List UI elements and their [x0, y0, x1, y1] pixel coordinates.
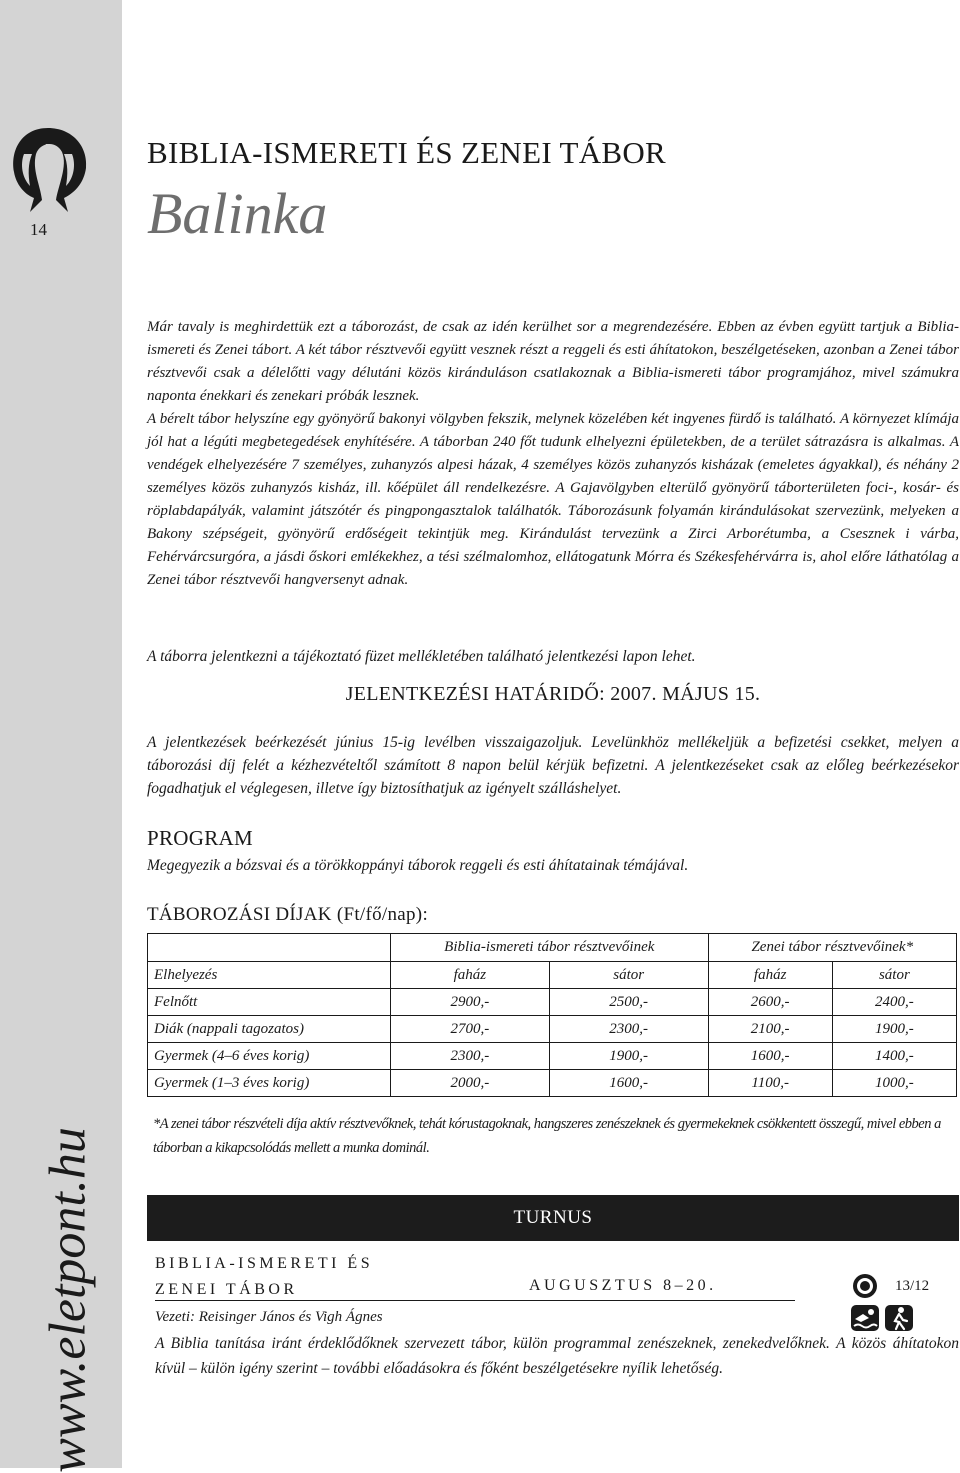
- table-row: [148, 1016, 957, 1043]
- place-name: Balinka: [147, 181, 328, 246]
- table-cell: 1900,-: [549, 1043, 708, 1070]
- table-cell: 2400,-: [832, 989, 956, 1016]
- table-cell: 1400,-: [832, 1043, 956, 1070]
- table-header-cell: sátor: [832, 962, 956, 989]
- table-cell: Felnőtt: [148, 989, 391, 1016]
- table-header-cell: sátor: [549, 962, 708, 989]
- fees-heading: TÁBOROZÁSI DÍJAK (Ft/fő/nap):: [147, 904, 429, 925]
- fees-table: [147, 933, 957, 1097]
- table-header-cell: faház: [391, 962, 550, 989]
- sun-icon: [851, 1273, 879, 1299]
- table-subheader-row: [148, 962, 957, 989]
- table-group-header-row: [148, 934, 957, 962]
- camp-name-line: ZENEI TÁBOR: [155, 1281, 298, 1298]
- table-group-header: Zenei tábor résztvevőinek*: [708, 934, 956, 962]
- table-cell: 1600,-: [549, 1070, 708, 1097]
- turnus-heading: TURNUS: [147, 1195, 959, 1241]
- camp-leader: Vezeti: Reisinger János és Vigh Ágnes: [155, 1309, 383, 1325]
- page-number: 14: [30, 220, 47, 239]
- table-cell: [148, 934, 391, 962]
- table-row: [148, 1070, 957, 1097]
- table-group-header: Biblia-ismereti tábor résztvevőinek: [391, 934, 709, 962]
- divider: [155, 1300, 795, 1301]
- website-url: www.eletpont.hu: [39, 1127, 97, 1473]
- hiking-icon: [885, 1305, 913, 1331]
- table-cell: Gyermek (4–6 éves korig): [148, 1043, 391, 1070]
- activity-icons: [849, 1303, 917, 1333]
- table-cell: Diák (nappali tagozatos): [148, 1016, 391, 1043]
- camp-name-line: BIBLIA-ISMERETI ÉS: [155, 1255, 374, 1272]
- table-cell: 2000,-: [391, 1070, 550, 1097]
- camp-dates: AUGUSZTUS 8–20.: [529, 1277, 717, 1294]
- table-cell: 1900,-: [832, 1016, 956, 1043]
- organization-logo-icon: [6, 124, 90, 216]
- table-header-cell: faház: [708, 962, 832, 989]
- table-cell: 2500,-: [549, 989, 708, 1016]
- apply-text: A táborra jelentkezni a tájékoztató füzet mellékletében található jelentkezési lapon lehet.: [147, 648, 696, 665]
- program-heading: PROGRAM: [147, 826, 253, 850]
- intro-paragraph: Már tavaly is meghirdettük ezt a táborozást, de csak az idén kerülhet sor a megrendezésére. Ebben az évben együtt tartjuk a Biblia-ismereti és Zenei tábort. A két tábor résztvevői együtt vesznek részt a reggeli és esti áhítatokon, beszélgetéseken, azonban a Zenei tábor résztvevői csak a délelőtti vagy délutáni közös kiránduláson csatlakoznak a Biblia-ismereti tábor programjához, mivel számukra naponta énekkari és zenekari próbák lesznek.: [147, 319, 959, 404]
- table-cell: Gyermek (1–3 éves korig): [148, 1070, 391, 1097]
- table-cell: 2300,-: [391, 1043, 550, 1070]
- table-cell: 2600,-: [708, 989, 832, 1016]
- page-title: BIBLIA-ISMERETI ÉS ZENEI TÁBOR: [147, 135, 667, 170]
- page-sidebar: [0, 0, 122, 1473]
- table-row: [148, 989, 957, 1016]
- camp-name: [155, 1251, 373, 1303]
- confirm-text: A jelentkezések beérkezését június 15-ig levélben visszaigazoljuk. Levelünkhöz mellékeljük a befizetési csekket, melyen a táborozási díj felét a kézhezvételtől számított 8 napon belül kérjük befizetni. A jelentkezéseket csak az előleg beérkezésekor fogadhatjuk el véglegesen, illetve így biztosíthatjuk az igényelt szálláshelyet.: [147, 734, 959, 797]
- location-paragraph: A bérelt tábor helyszíne egy gyönyörű bakonyi völgyben fekszik, melynek közelében két ingyenes fürdő is található. A környezet klímája jól hat a légúti megbetegedések enyhítésére. A táborban 240 főt tudunk elhelyezni épületekben, de a terület sátrazásra is alkalmas. A vendégek elhelyezésére 7 személyes, zuhanyzós alpesi házak, 4 személyes közös zuhanyzós kisházak (emeletes ágyakkal), és néhány 2 személyes közös zuhanyzós kisház, ill. kőépület áll rendelkezésre. A Gajavölgyben elterülő gyönyörű táborterületen foci-, kosár- és röplabdapályák, valamint játszótér és pingpongasztalok találhatók. Táborozásunk folyamán kirándulásokat szervezünk, melyeken a Bakony szépségeit, gyönyörű erdőségeit tekintjük meg. Kirándulást tervezünk a Zirci Arborétumba, a Csesznek i várba, Fehérvárcsurgóra, a jásdi őskori emlékekhez, a tési szélmalomhoz, ellátogatunk Mórra és Székesfehérvárra is, ahol előre láthatólag a Zenei tábor résztvevői hangversenyt adnak.: [147, 411, 959, 588]
- camp-code: 13/12: [895, 1278, 930, 1294]
- swimming-icon: [851, 1305, 879, 1331]
- table-cell: 1000,-: [832, 1070, 956, 1097]
- table-cell: 2100,-: [708, 1016, 832, 1043]
- table-header-cell: Elhelyezés: [148, 962, 391, 989]
- deadline-heading: JELENTKEZÉSI HATÁRIDŐ: 2007. MÁJUS 15.: [345, 683, 761, 705]
- table-row: [148, 1043, 957, 1070]
- table-cell: 1100,-: [708, 1070, 832, 1097]
- table-cell: 2900,-: [391, 989, 550, 1016]
- table-cell: 1600,-: [708, 1043, 832, 1070]
- table-cell: 2700,-: [391, 1016, 550, 1043]
- camp-description: A Biblia tanítása iránt érdeklődőknek szervezett tábor, külön programmal zenészeknek, zenekedvelőknek. A közös áhítatokon kívül – külön igény szerint – további előadásokra és főként beszélgetésekre nyílik lehetőség.: [155, 1335, 959, 1377]
- table-cell: 2300,-: [549, 1016, 708, 1043]
- intro-section: [147, 316, 959, 592]
- program-text: Megegyezik a bózsvai és a törökkoppányi táborok reggeli és esti áhítatainak témájával.: [147, 857, 689, 874]
- fees-footnote: *A zenei tábor részvételi díja aktív résztvevőknek, tehát kórustagoknak, hangszeres zenészeknek és gyermekeknek csökkentett összegű, mivel ebben a táborban a kikapcsolódás mellett a munka dominál.: [153, 1116, 941, 1156]
